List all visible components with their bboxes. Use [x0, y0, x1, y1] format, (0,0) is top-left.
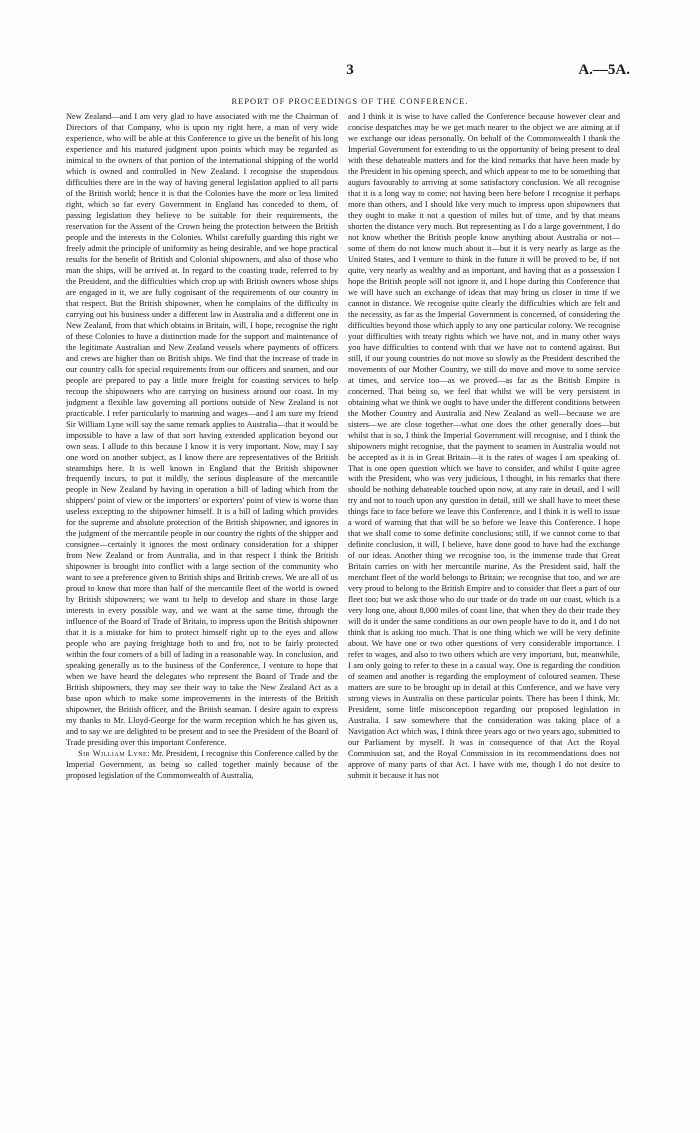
left-column [66, 112, 338, 1112]
page-number: 3 [346, 62, 354, 78]
left-paragraph-1: New Zealand—and I am very glad to have associated with me the Chairman of Directors of that Company, who is upon my right here, a man of very wide experience, who will be able at this Conference to give us the benefit of his long experience and his matured judgment upon points which may be regarded as inimical to the owners of that portion of the international shipping of the world which is owned and controlled in New Zealand. I recognise the stupendous difficulties there are in the way of having general legislation applied to all parts of the British world; hence it is that the Colonies have the more or less limited right, which so far every Government in England has conceded to them, of passing legislation they believe to be suitable for their requirements, the reservation for the Assent of the Crown being the protection between the British people and the interests in the Colonies. Whilst carefully guarding this right we freely admit the principle of uniformity as being desirable, and we hope practical results for the benefit of British and Colonial shipowners, and also of those who man the ships, will be arrived at. In regard to the coasting trade, referred to by the President, and the difficulties which crop up with British owners whose ships are engaged in it, we are fully cognisant of the requirements of our country in that respect. But the British shipowner, when he complains of the difficulty in carrying out his business under a different law in Australia and a different one in New Zealand, from that which obtains in Britain, will, I hope, recognise the right of these Colonies to have a distinction made for the support and maintenance of the legitimate Australian and New Zealand vessels where payments of officers and crews are higher than on British ships. We find that the increase of trade in our country calls for special requirements from our officers and seamen, and our people are prepared to pay a little more freight for coasting services to help recoup the shipowners who are carrying on business around our coast. In my judgment a flexible law governing all portions outside of New Zealand is not practicable. I refer particularly to manning and wages—and I am sure my friend Sir William Lyne will say the same remark applies to Australia—that it would be impossible to have a law of that sort having extended application beyond our own seas. I allude to this because I know it is very important. Now, may I say one word on another subject, as I know there are representatives of the British steamships here. It is well known in England that the British shipowner frequently incurs, to put it mildly, the serious displeasure of the mercantile people in New Zealand by having in operation a bill of lading which from the shippers' point of view or the importers' or exporters' point of view is worse than useless excepting to the shipowner himself. It is a bill of lading which provides for the supreme and absolute protection of the British shipowner, and ignores in the judgment of the mercantile people in our country the rights of the shipper and consignee—certainly it ignores the most ordinary consideration for a shipper from New Zealand or from Australia, and in that respect I think the British shipowner is brought into conflict with a large section of the community who want to see a preference given to British ships and British crews. We are all of us proud to know that more than half of the mercantile fleet of the world is owned by British shipowners; we want to help to develop and share in those large interests in every possible way, and we want at the same time, through the influence of the Board of Trade of Britain, to impress upon the British shipowner that it is a mistake for him to protect himself right up to the eyes and allow people who are paying freightage both to and fro, not to be fairly protected within the four corners of a bill of lading in a reasonable way. In conclusion, and speaking generally as to the business of the Conference, I venture to hope that when we have heard the delegates who represent the Board of Trade and the British shipowners, they may see their way to take the New Zealand Act as a base upon which to make some improvements in the interests of the British shipowner, the British officer, and the British seaman. I desire again to express my thanks to Mr. Lloyd-George for the warm reception which he has given us, and to say we are delighted to be present and to see the President of the Board of Trade presiding over this important Conference. [66, 112, 338, 748]
speech-text: : Mr. President, I recognise this Conference called by the Imperial Government, as being so called together mainly because of the proposed legislation of the Commonwealth of Australia, [66, 749, 338, 781]
right-column [348, 112, 620, 1112]
running-head: REPORT OF PROCEEDINGS OF THE CONFERENCE. [231, 96, 469, 106]
right-paragraph-1: and I think it is wise to have called the Conference because however clear and concise despatches may be we get much nearer to the object we are aiming at if we exchange our ideas personally. On behalf of the Commonwealth I thank the Imperial Government for extending to us the opportunity of being present to deal with these debateable matters and for the kind remarks that have been made by the President in his opening speech, and which appear to me to be something that augurs favourably to arriving at some satisfactory conclusion. We all recognise that it is a long way to come; not having been here before I recognise it perhaps more than others, and I should like very much to impress upon shipowners that they ought to make it not a question of miles but of time, and by that means shorten the distance very much. But representing as I do a large government, I do not know whether the British people know anything about Australia or not—some of them do not know much about it—but it is very nearly as large as the United States, and I venture to think in the future it will be proved to be, if not quite, very nearly as wealthy and as important, and having that as a possession I hope the British people will not ignore it, and I hope during this Conference that we will have such an exchange of ideas that may bring us closer in time if we cannot in distance. We recognise quite clearly the difficulties which are felt and the necessity, as far as the Imperial Government is concerned, of considering the difficulties beyond those which apply to any one particular colony. We recognise your difficulties with treaty rights which we have not, and in many other ways you have difficulties to contend with that we have not to contend against. But still, if our young countries do not move so slowly as the President described the movements of our Mother Country, we still do move and move to some service at times, and service too—as we proved—as far as the British Empire is concerned. That being so, we feel that whilst we will be very persistent in obtaining what we think we ought to have under the different conditions between the Mother Country and Australia and New Zealand as well—because we are sisters—we are close together—what one does the other generally does—but whilst that is so, I think the Imperial Government will recognise, and I think the shipowners might recognise, that the payment to seamen in Australia would not be accepted as it is in Great Britain—it is the rates of wages I am speaking of. That is one open question which we have to consider, and whilst I quite agree with the President, who was very judicious, I thought, in his remarks that there should be nothing debateable touched upon now, at any rate in detail, and I will try and not to touch upon any question in detail, still we shall have to meet these things face to face before we leave this Conference, and I think it is well to issue a word of warning that that will be so before we leave this Conference. I hope that we shall come to some definite conclusions; still, if we cannot come to that definite conclusion, it will, I believe, have done good to have had the exchange of our ideas. Another thing we recognise too, is the immense trade that Great Britain carries on with her mercantile marine. As the President said, half the merchant fleet of the world belongs to Britain; we recognise that too, and we are very proud to belong to the British Empire and to consider that fleet a part of our fleet too; but we ask those who do our trade or do trade on our coast, which is a very long one, about 8,000 miles of coast line, that when they do their trade they will do it under the same conditions as our own people have to do it, and I do not think that is asking too much. That is one thing which we will be very definite about. We have one or two other questions of very considerable importance. I refer to wages, and also to two others which are very important, but, meanwhile, I am only going to refer to these in a casual way. One is regarding the condition of seamen and another is regarding the employment of coloured seamen. These matters are sure to be brought up in detail at this Conference, and we have very strong views in Australia on these particular points. There has been I think, Mr. President, some little misconception regarding our proposed legislation in Australia. I saw somewhere that the consideration was taking place of a Navigation Act which was, I think three years ago or two years ago, submitted to our Parliament by myself. It was in consequence of that Act the Royal Commission sat, and the Royal Commission in its recommendations does not approve of many parts of that Act. I have with me, though I do not desire to submit it because it has not [348, 112, 620, 781]
document-reference: A.—5A. [578, 62, 630, 78]
left-paragraph-2 [66, 749, 338, 782]
speaker-name: Sir William Lyne [78, 749, 148, 759]
